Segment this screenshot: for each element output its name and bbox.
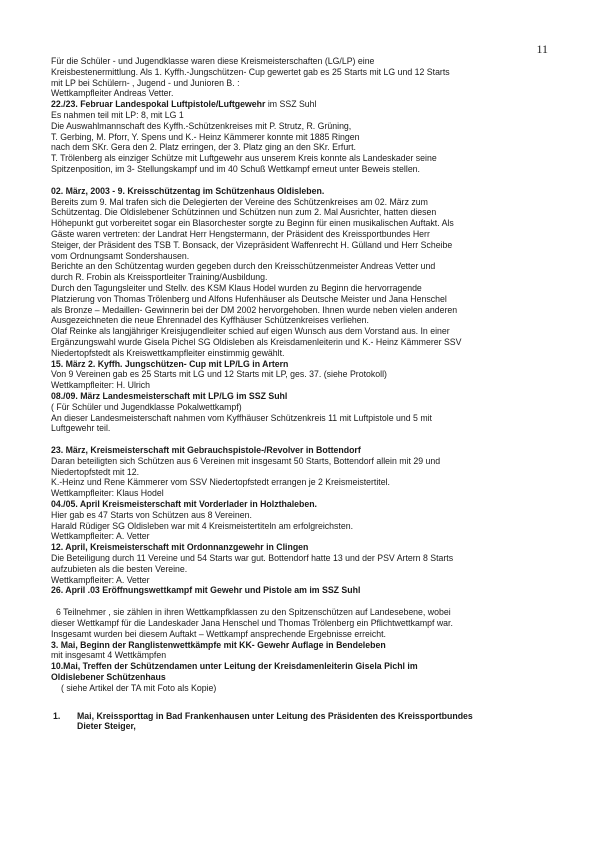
text-line	[51, 488, 561, 499]
section-heading	[51, 186, 561, 197]
text-line	[51, 197, 561, 208]
heading-text: 12. April, Kreismeisterschaft mit Ordonnanzgewehr in Clingen	[51, 542, 309, 553]
line-text: Schützentag. Die Oldislebener Schützinnen und Schützen nun zum 2. Mal Ausrichter, hatten diesen	[51, 207, 437, 218]
section-heading	[51, 359, 561, 370]
line-text: Hier gab es 47 Starts von Schützen aus 8 Vereinen.	[51, 509, 252, 520]
heading-text: 02. März, 2003 - 9. Kreisschützentag im Schützenhaus Oldisleben.	[51, 185, 325, 196]
line-text: Es nahmen teil mit LP: 8, mit LG 1	[51, 109, 184, 120]
text-line	[51, 510, 561, 521]
list-text: Mai, Kreissporttag in Bad Frankenhausen unter Leitung des Präsidenten des Kreissportbundes	[77, 710, 473, 721]
line-text: K.-Heinz und Rene Kämmerer vom SSV Niedertopfstedt errangen je 2 Kreismeistertitel.	[51, 477, 390, 488]
heading-text: 08./09. März Landesmeisterschaft mit LP/LG im SSZ Suhl	[51, 390, 288, 401]
text-line	[51, 326, 561, 337]
line-text: Niedertopfstedt mit 12.	[51, 466, 140, 477]
section-heading	[51, 445, 561, 456]
line-text: aufzubieten als die besten Vereine.	[51, 563, 188, 574]
text-line	[51, 294, 561, 305]
text-line	[51, 607, 561, 618]
section-heading	[51, 391, 561, 402]
line-text: Ausgezeichneten die neue Ehrennadel des Kyffhäuser Schützenkreises verliehen.	[51, 315, 369, 326]
text-line	[51, 305, 561, 316]
line-text: Bereits zum 9. Mal trafen sich die Delegierten der Vereine des Schützenkreises am 02. März zum	[51, 196, 428, 207]
page-number: 11	[536, 42, 548, 56]
line-text: Ergänzungswahl wurde Gisela Pichel SG Oldisleben als Kreisdamenleiterin und K.- Heinz Kämmerer SSV	[51, 336, 462, 347]
line-text: durch R. Frobin als Kreissportleiter Training/Ausbildung.	[51, 272, 268, 283]
line-text: Durch den Tagungsleiter und Stellv. des KSM Klaus Hodel wurden zu Beginn die hervorragende	[51, 282, 422, 293]
text-line	[51, 67, 561, 78]
text-line	[51, 251, 561, 262]
heading-text: 26. April .03 Eröffnungswettkampf mit Gewehr und Pistole am im SSZ Suhl	[51, 585, 361, 596]
line-text: dieser Wettkampf für die Landeskader Jana Henschel und Thomas Trölenberg ein Pflichtwettkampf war.	[51, 618, 453, 629]
line-text: Spitzenposition, im 3- Stellungskampf und im 40 Schuß Wettkampf erneut unter Beweis stellen.	[51, 163, 420, 174]
text-line	[51, 456, 561, 467]
numbered-list-item	[51, 711, 561, 722]
line-text: Steiger, der Präsident des TSB T. Bonsack, der Vizepräsident Waffenrecht H. Gülland und Herr Scheibe	[51, 239, 453, 250]
line-text: Höhepunkt gut vorbereitet sogar ein Blasorchester sorgte zu Beginn für einen musikalischen Auftakt. Als	[51, 218, 454, 229]
section-heading	[51, 640, 561, 651]
line-text: als Bronze – Medaillen- Gewinnerin bei der DM 2002 hervorgehoben. Ihnen wurde neben vielen anderen	[51, 304, 458, 315]
section-heading	[51, 99, 561, 110]
text-line	[51, 272, 561, 283]
line-text: mit insgesamt 4 Wettkämpfen	[51, 650, 167, 661]
line-text: Harald Rüdiger SG Oldisleben war mit 4 Kreismeistertiteln am erfolgreichsten.	[51, 520, 353, 531]
text-line	[51, 531, 561, 542]
line-text: Für die Schüler - und Jugendklasse waren diese Kreismeisterschaften (LG/LP) eine	[51, 56, 375, 66]
heading-text: 15. März 2. Kyffh. Jungschützen- Cup mit LP/LG in Artern	[51, 358, 289, 369]
text-line	[51, 553, 561, 564]
line-text: Olaf Reinke als langjähriger Kreisjugendleiter schied auf eigen Wunsch aus dem Vorstand aus. In einer	[51, 326, 450, 337]
numbered-list-item	[51, 721, 561, 732]
paragraph-gap	[51, 434, 561, 445]
document-body	[51, 56, 561, 732]
section-heading	[51, 585, 561, 596]
list-text: Dieter Steiger,	[77, 721, 136, 732]
text-line	[51, 78, 561, 89]
line-text: Luftgewehr teil.	[51, 423, 111, 434]
text-line	[51, 315, 561, 326]
text-line	[51, 575, 561, 586]
line-text: Die Beteiligung durch 11 Vereine und 54 Starts war gut. Bottendorf hatte 13 und der PSV Artern 8 Starts	[51, 553, 454, 564]
section-heading	[51, 499, 561, 510]
text-line	[51, 121, 561, 132]
line-text: Wettkampfleiter: A. Vetter	[51, 574, 150, 585]
text-line	[51, 142, 561, 153]
section-heading	[51, 661, 561, 672]
text-line	[51, 348, 561, 359]
heading-text: Oldislebener Schützenhaus	[51, 672, 166, 683]
line-text: T. Gerbing, M. Pforr, Y. Spens und K.- Heinz Kämmerer konnte mit 1885 Ringen	[51, 131, 360, 142]
text-line	[51, 423, 561, 434]
paragraph-gap	[51, 596, 561, 607]
line-text: Wettkampfleiter: H. Ulrich	[51, 380, 151, 391]
line-text: Gäste waren vertreten: der Landrat Herr Hengstermann, der Präsident des Kreissportbundes Herr	[51, 228, 430, 239]
text-line	[51, 153, 561, 164]
text-line	[51, 207, 561, 218]
line-text: Kreisbestenermittlung. Als 1. Kyffh.-Jungschützen- Cup gewertet gab es 25 Starts mit LG und 12 Starts	[51, 66, 450, 77]
text-line	[51, 56, 561, 67]
text-line	[51, 261, 561, 272]
line-text: Daran beteiligten sich Schützen aus 6 Vereinen mit insgesamt 50 Starts, Bottendorf allein mit 29 und	[51, 455, 441, 466]
text-line	[51, 283, 561, 294]
line-text: Niedertopfstedt als Kreiswettkampfleiter einstimmig gewählt.	[51, 347, 285, 358]
text-line	[51, 369, 561, 380]
line-text: Berichte an den Schützentag wurden gegeben durch den Kreisschützenmeister Andreas Vetter und	[51, 261, 436, 272]
text-line	[51, 683, 561, 694]
paragraph-gap	[51, 175, 561, 186]
line-text: 6 Teilnehmer , sie zählen in ihren Wettkampfklassen zu den Spitzenschützen auf Landesebene, wobei	[56, 607, 451, 618]
line-text: ( Für Schüler und Jugendklasse Pokalwettkampf)	[51, 401, 242, 412]
line-text: Wettkampfleiter Andreas Vetter.	[51, 88, 174, 99]
line-text: Von 9 Vereinen gab es 25 Starts mit LG und 12 Starts mit LP, ges. 37. (siehe Protokoll)	[51, 369, 387, 380]
paragraph-gap	[51, 694, 561, 705]
text-line	[51, 564, 561, 575]
line-text: Die Auswahlmannschaft des Kyffh.-Schützenkreises mit P. Strutz, R. Grüning,	[51, 120, 352, 131]
text-line	[51, 402, 561, 413]
text-line	[51, 229, 561, 240]
line-text: Wettkampfleiter: A. Vetter	[51, 531, 150, 542]
heading-text: 04./05. April Kreismeisterschaft mit Vorderlader in Holzthaleben.	[51, 499, 317, 510]
line-text: T. Trölenberg als einziger Schütze mit Luftgewehr aus unserem Kreis konnte als Landeskader seine	[51, 153, 437, 164]
list-number: 1.	[53, 710, 61, 721]
text-line	[51, 618, 561, 629]
list-number	[51, 721, 77, 732]
line-text: Insgesamt wurden bei diesem Auftakt – Wettkampf ansprechende Ergebnisse erreicht.	[51, 628, 386, 639]
text-line	[51, 477, 561, 488]
text-line	[51, 164, 561, 175]
line-text: ( siehe Artikel der TA mit Foto als Kopie)	[61, 682, 217, 693]
text-line	[51, 413, 561, 424]
text-line	[51, 88, 561, 99]
text-line	[51, 240, 561, 251]
text-line	[51, 467, 561, 478]
heading-text: 22./23. Februar Landespokal Luftpistole/Luftgewehr	[51, 99, 266, 110]
section-heading	[51, 672, 561, 683]
heading-text: 10.Mai, Treffen der Schützendamen unter Leitung der Kreisdamenleiterin Gisela Pichl im	[51, 661, 418, 672]
text-line	[51, 629, 561, 640]
line-text: An dieser Landesmeisterschaft nahmen vom Kyffhäuser Schützenkreis 11 mit Luftpistole und 5 mit	[51, 412, 432, 423]
line-text: mit LP bei Schülern- , Jugend - und Junioren B. :	[51, 77, 240, 88]
text-line	[51, 110, 561, 121]
heading-tail-text: im SSZ Suhl	[265, 99, 317, 110]
line-text: nach dem SKr. Gera den 2. Platz erringen, der 3. Platz ging an den SKr. Erfurt.	[51, 142, 356, 153]
line-text: Wettkampfleiter: Klaus Hodel	[51, 488, 164, 499]
heading-text: 23. März, Kreismeisterschaft mit Gebrauchspistole-/Revolver in Bottendorf	[51, 445, 361, 456]
text-line	[51, 650, 561, 661]
text-line	[51, 337, 561, 348]
text-line	[51, 521, 561, 532]
text-line	[51, 218, 561, 229]
section-heading	[51, 542, 561, 553]
line-text: vom Ordnungsamt Sondershausen.	[51, 250, 190, 261]
heading-text: 3. Mai, Beginn der Ranglistenwettkämpfe mit KK- Gewehr Auflage in Bendeleben	[51, 639, 386, 650]
text-line	[51, 132, 561, 143]
line-text: Platzierung von Thomas Trölenberg und Alfons Hufenhäuser als Deutsche Meister und Jana Henschel	[51, 293, 447, 304]
text-line	[51, 380, 561, 391]
